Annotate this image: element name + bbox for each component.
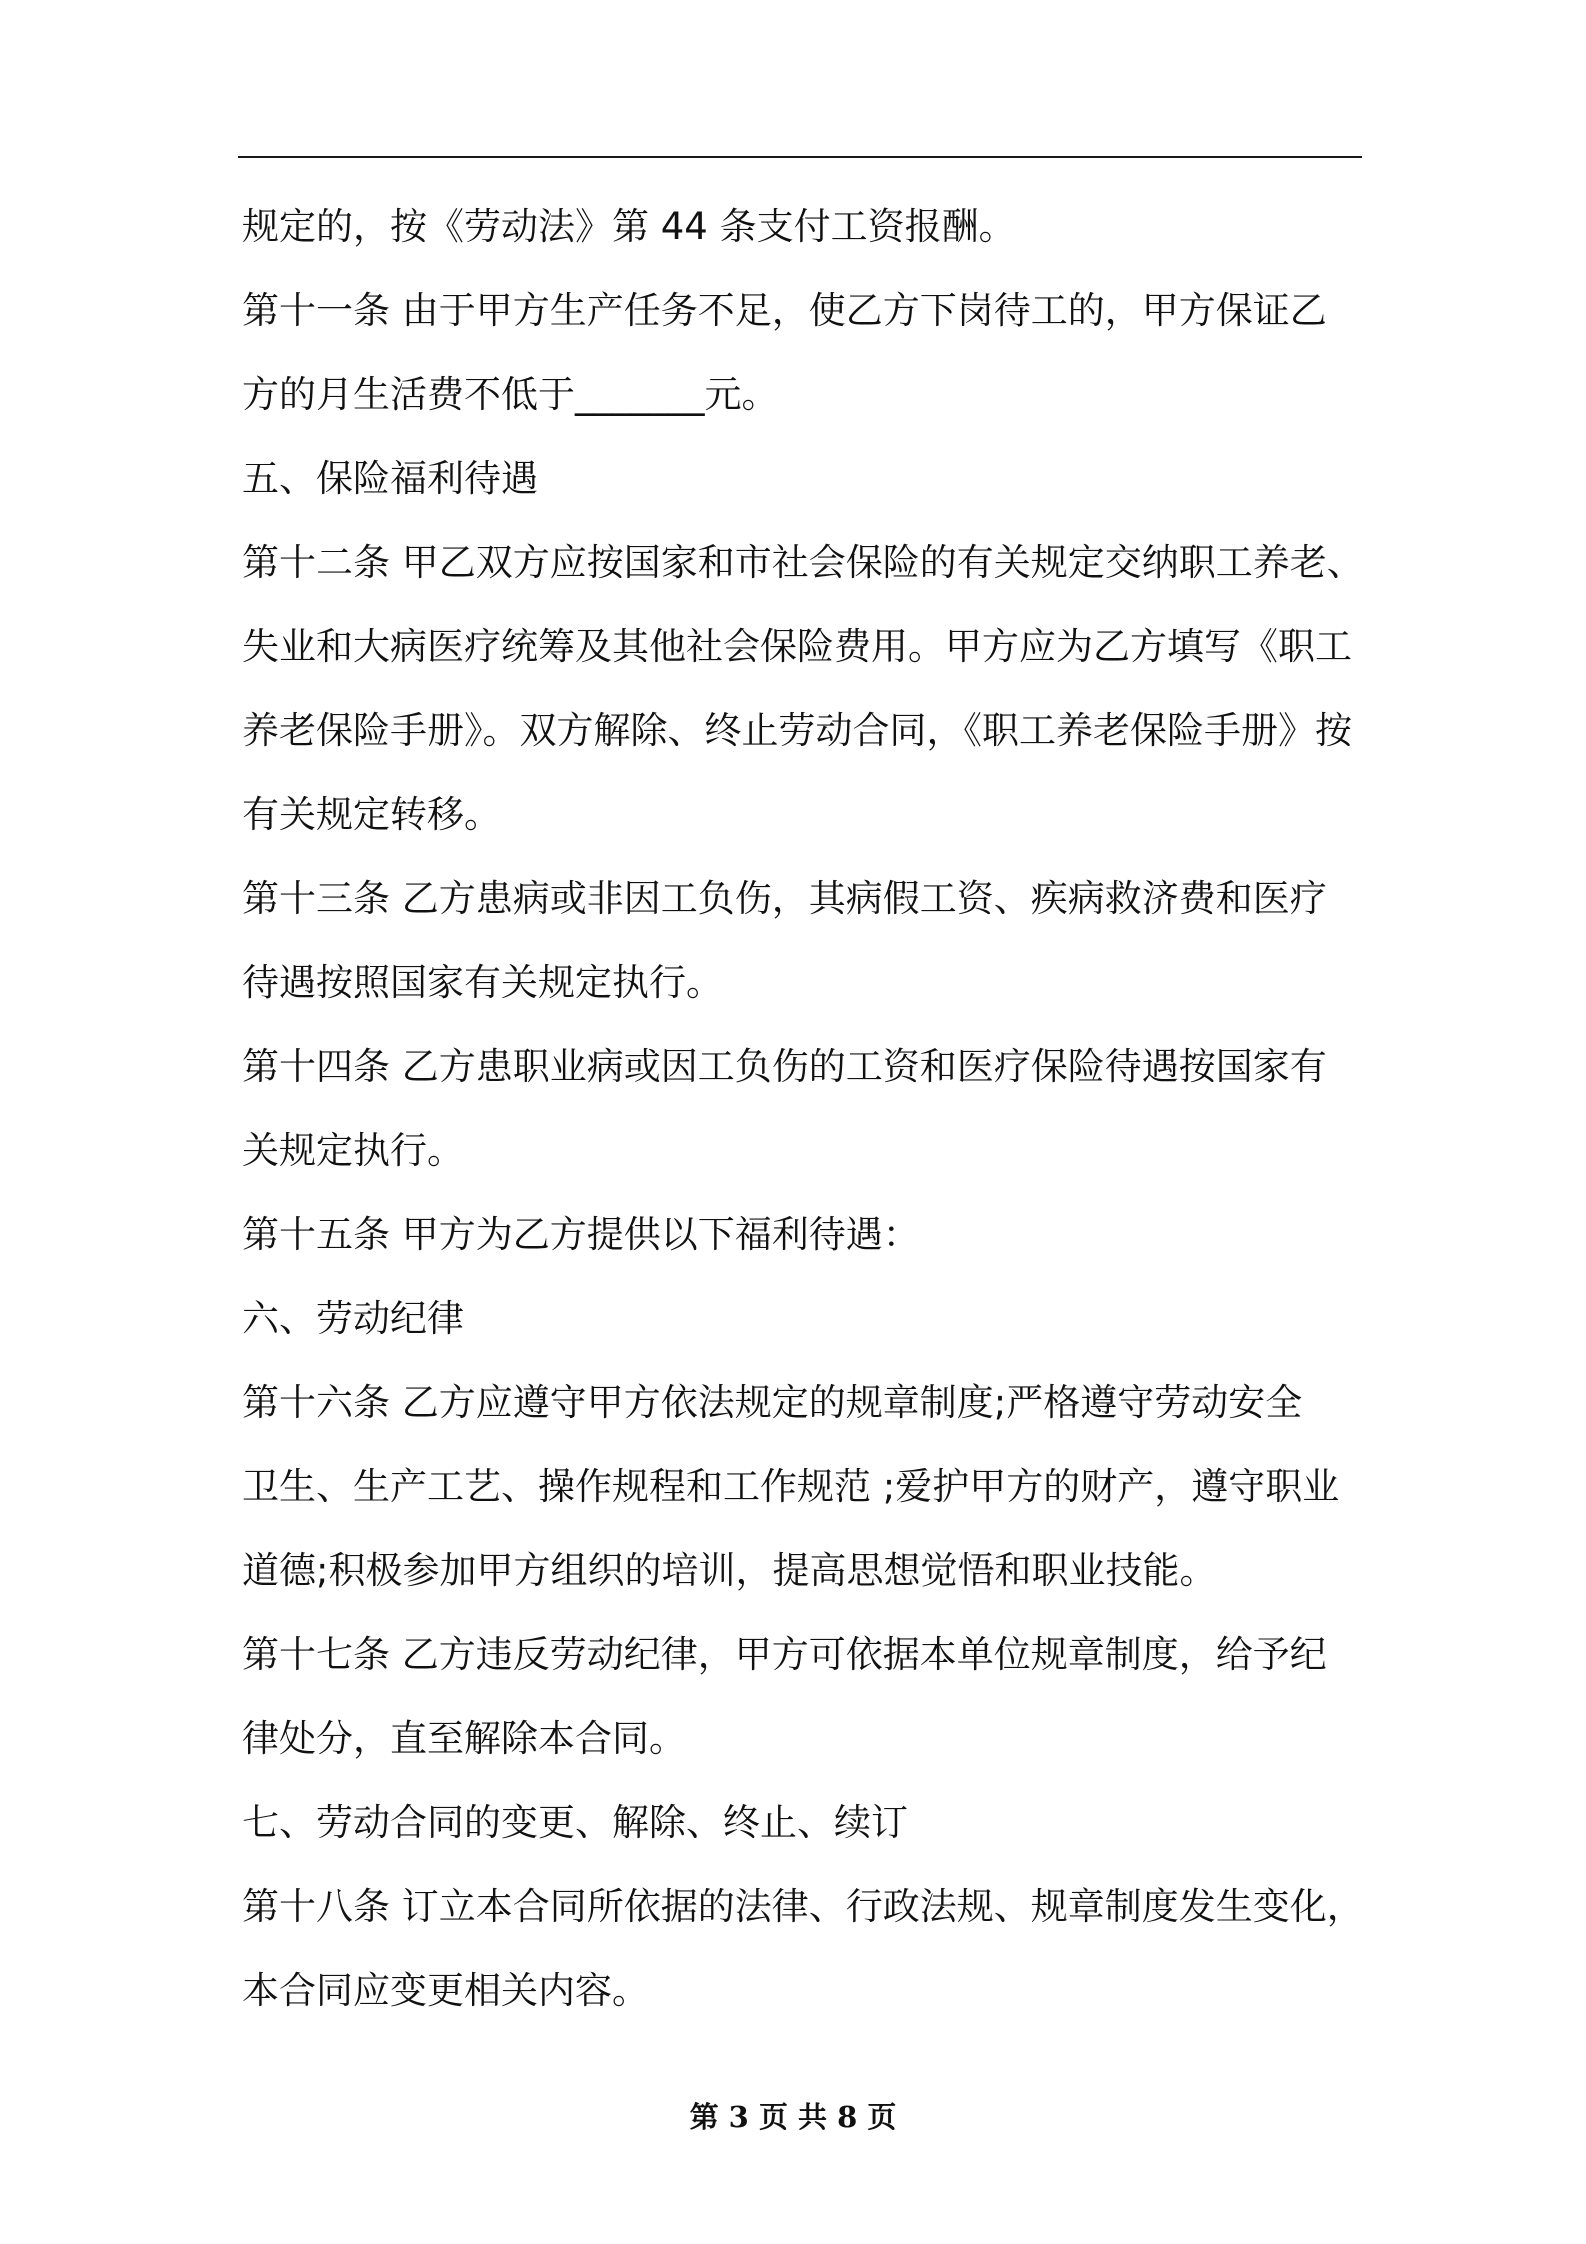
text-line: 方的月生活费不低于_______元。 <box>242 373 779 416</box>
text-line: 第十一条 由于甲方生产任务不足，使乙方下岗待工的，甲方保证乙 <box>242 289 1327 332</box>
text-line: 第十四条 乙方患职业病或因工负伤的工资和医疗保险待遇按国家有 <box>242 1045 1327 1088</box>
text-line: 第十三条 乙方患病或非因工负伤，其病假工资、疾病救济费和医疗 <box>242 877 1327 920</box>
text-line: 第十七条 乙方违反劳动纪律，甲方可依据本单位规章制度，给予纪 <box>242 1633 1327 1676</box>
document-body <box>242 185 1382 2033</box>
section-heading: 六、劳动纪律 <box>242 1297 464 1340</box>
text-line: 待遇按照国家有关规定执行。 <box>242 961 723 1004</box>
text-line: 律处分，直至解除本合同。 <box>242 1717 686 1760</box>
text-line: 第十二条 甲乙双方应按国家和市社会保险的有关规定交纳职工养老、 <box>242 541 1364 584</box>
text-line: 卫生、生产工艺、操作规程和工作规范 ;爱护甲方的财产，遵守职业 <box>242 1465 1340 1508</box>
text-line: 关规定执行。 <box>242 1129 464 1172</box>
page-number-footer: 第 3 页 共 8 页 <box>689 2100 897 2134</box>
text-line: 第十六条 乙方应遵守甲方依法规定的规章制度;严格遵守劳动安全 <box>242 1381 1303 1424</box>
text-line: 道德;积极参加甲方组织的培训，提高思想觉悟和职业技能。 <box>242 1549 1217 1592</box>
text-line: 规定的，按《劳动法》第 44 条支付工资报酬。 <box>242 205 1016 248</box>
header-rule <box>238 156 1362 158</box>
text-line: 本合同应变更相关内容。 <box>242 1969 649 2012</box>
text-line: 养老保险手册》。双方解除、终止劳动合同，《职工养老保险手册》按 <box>242 709 1352 752</box>
text-line: 有关规定转移。 <box>242 793 501 836</box>
section-heading: 七、劳动合同的变更、解除、终止、续订 <box>242 1801 908 1844</box>
text-line: 失业和大病医疗统筹及其他社会保险费用。甲方应为乙方填写《职工 <box>242 625 1352 668</box>
section-heading: 五、保险福利待遇 <box>242 457 538 500</box>
text-line: 第十五条 甲方为乙方提供以下福利待遇： <box>242 1213 920 1256</box>
text-line: 第十八条 订立本合同所依据的法律、行政法规、规章制度发生变化， <box>242 1885 1364 1928</box>
